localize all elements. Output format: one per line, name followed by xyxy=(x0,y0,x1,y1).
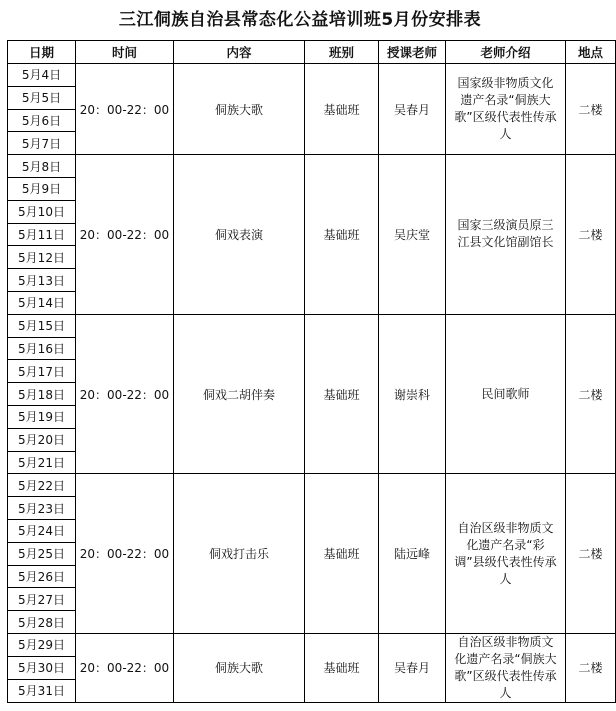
date-cell: 5月20日 xyxy=(8,428,76,451)
date-cell: 5月26日 xyxy=(8,565,76,588)
time-cell: 20：00-22：00 xyxy=(76,155,174,315)
class-cell: 基础班 xyxy=(305,633,379,702)
teacher-cell: 陆远峰 xyxy=(379,474,446,634)
intro-cell: 国家级非物质文化遗产名录“侗族大歌”区级代表性传承人 xyxy=(446,64,566,155)
date-cell: 5月25日 xyxy=(8,542,76,565)
teacher-cell: 吴庆堂 xyxy=(379,155,446,315)
date-cell: 5月11日 xyxy=(8,223,76,246)
schedule-table xyxy=(7,40,616,703)
header-class: 班别 xyxy=(305,41,379,64)
content-cell: 侗族大歌 xyxy=(174,64,305,155)
date-cell: 5月18日 xyxy=(8,383,76,406)
date-cell: 5月14日 xyxy=(8,291,76,314)
time-cell: 20：00-22：00 xyxy=(76,633,174,702)
table-row xyxy=(8,474,616,497)
teacher-cell: 谢崇科 xyxy=(379,314,446,474)
date-cell: 5月28日 xyxy=(8,611,76,634)
date-cell: 5月4日 xyxy=(8,64,76,87)
date-cell: 5月30日 xyxy=(8,656,76,679)
date-cell: 5月8日 xyxy=(8,155,76,178)
time-cell: 20：00-22：00 xyxy=(76,64,174,155)
date-cell: 5月5日 xyxy=(8,86,76,109)
intro-cell: 自治区级非物质文化遗产名录“彩调”县级代表性传承人 xyxy=(446,474,566,634)
header-row xyxy=(8,41,616,64)
table-row xyxy=(8,64,616,87)
content-cell: 侗族大歌 xyxy=(174,633,305,702)
place-cell: 二楼 xyxy=(566,314,616,474)
place-cell: 二楼 xyxy=(566,64,616,155)
schedule-body xyxy=(8,64,616,703)
date-cell: 5月29日 xyxy=(8,633,76,656)
place-cell: 二楼 xyxy=(566,633,616,702)
content-cell: 侗戏打击乐 xyxy=(174,474,305,634)
intro-cell: 民间歌师 xyxy=(446,314,566,474)
date-cell: 5月13日 xyxy=(8,269,76,292)
content-cell: 侗戏二胡伴奏 xyxy=(174,314,305,474)
header-content: 内容 xyxy=(174,41,305,64)
teacher-cell: 吴春月 xyxy=(379,64,446,155)
page-title: 三江侗族自治县常态化公益培训班5月份安排表 xyxy=(118,10,482,30)
date-cell: 5月24日 xyxy=(8,519,76,542)
header-intro: 老师介绍 xyxy=(446,41,566,64)
class-cell: 基础班 xyxy=(305,474,379,634)
date-cell: 5月6日 xyxy=(8,109,76,132)
date-cell: 5月23日 xyxy=(8,497,76,520)
class-cell: 基础班 xyxy=(305,64,379,155)
time-cell: 20：00-22：00 xyxy=(76,314,174,474)
date-cell: 5月10日 xyxy=(8,200,76,223)
date-cell: 5月27日 xyxy=(8,588,76,611)
table-row xyxy=(8,314,616,337)
intro-cell: 自治区级非物质文化遗产名录“侗族大歌”区级代表性传承人 xyxy=(446,633,566,702)
header-date: 日期 xyxy=(8,41,76,64)
date-cell: 5月21日 xyxy=(8,451,76,474)
header-time: 时间 xyxy=(76,41,174,64)
date-cell: 5月22日 xyxy=(8,474,76,497)
time-cell: 20：00-22：00 xyxy=(76,474,174,634)
date-cell: 5月12日 xyxy=(8,246,76,269)
header-teacher: 授课老师 xyxy=(379,41,446,64)
date-cell: 5月9日 xyxy=(8,177,76,200)
class-cell: 基础班 xyxy=(305,314,379,474)
date-cell: 5月16日 xyxy=(8,337,76,360)
class-cell: 基础班 xyxy=(305,155,379,315)
place-cell: 二楼 xyxy=(566,155,616,315)
date-cell: 5月17日 xyxy=(8,360,76,383)
table-row xyxy=(8,155,616,178)
date-cell: 5月15日 xyxy=(8,314,76,337)
intro-cell: 国家三级演员原三江县文化馆副馆长 xyxy=(446,155,566,315)
date-cell: 5月19日 xyxy=(8,405,76,428)
content-cell: 侗戏表演 xyxy=(174,155,305,315)
header-place: 地点 xyxy=(566,41,616,64)
date-cell: 5月31日 xyxy=(8,679,76,702)
place-cell: 二楼 xyxy=(566,474,616,634)
table-row xyxy=(8,633,616,656)
date-cell: 5月7日 xyxy=(8,132,76,155)
teacher-cell: 吴春月 xyxy=(379,633,446,702)
